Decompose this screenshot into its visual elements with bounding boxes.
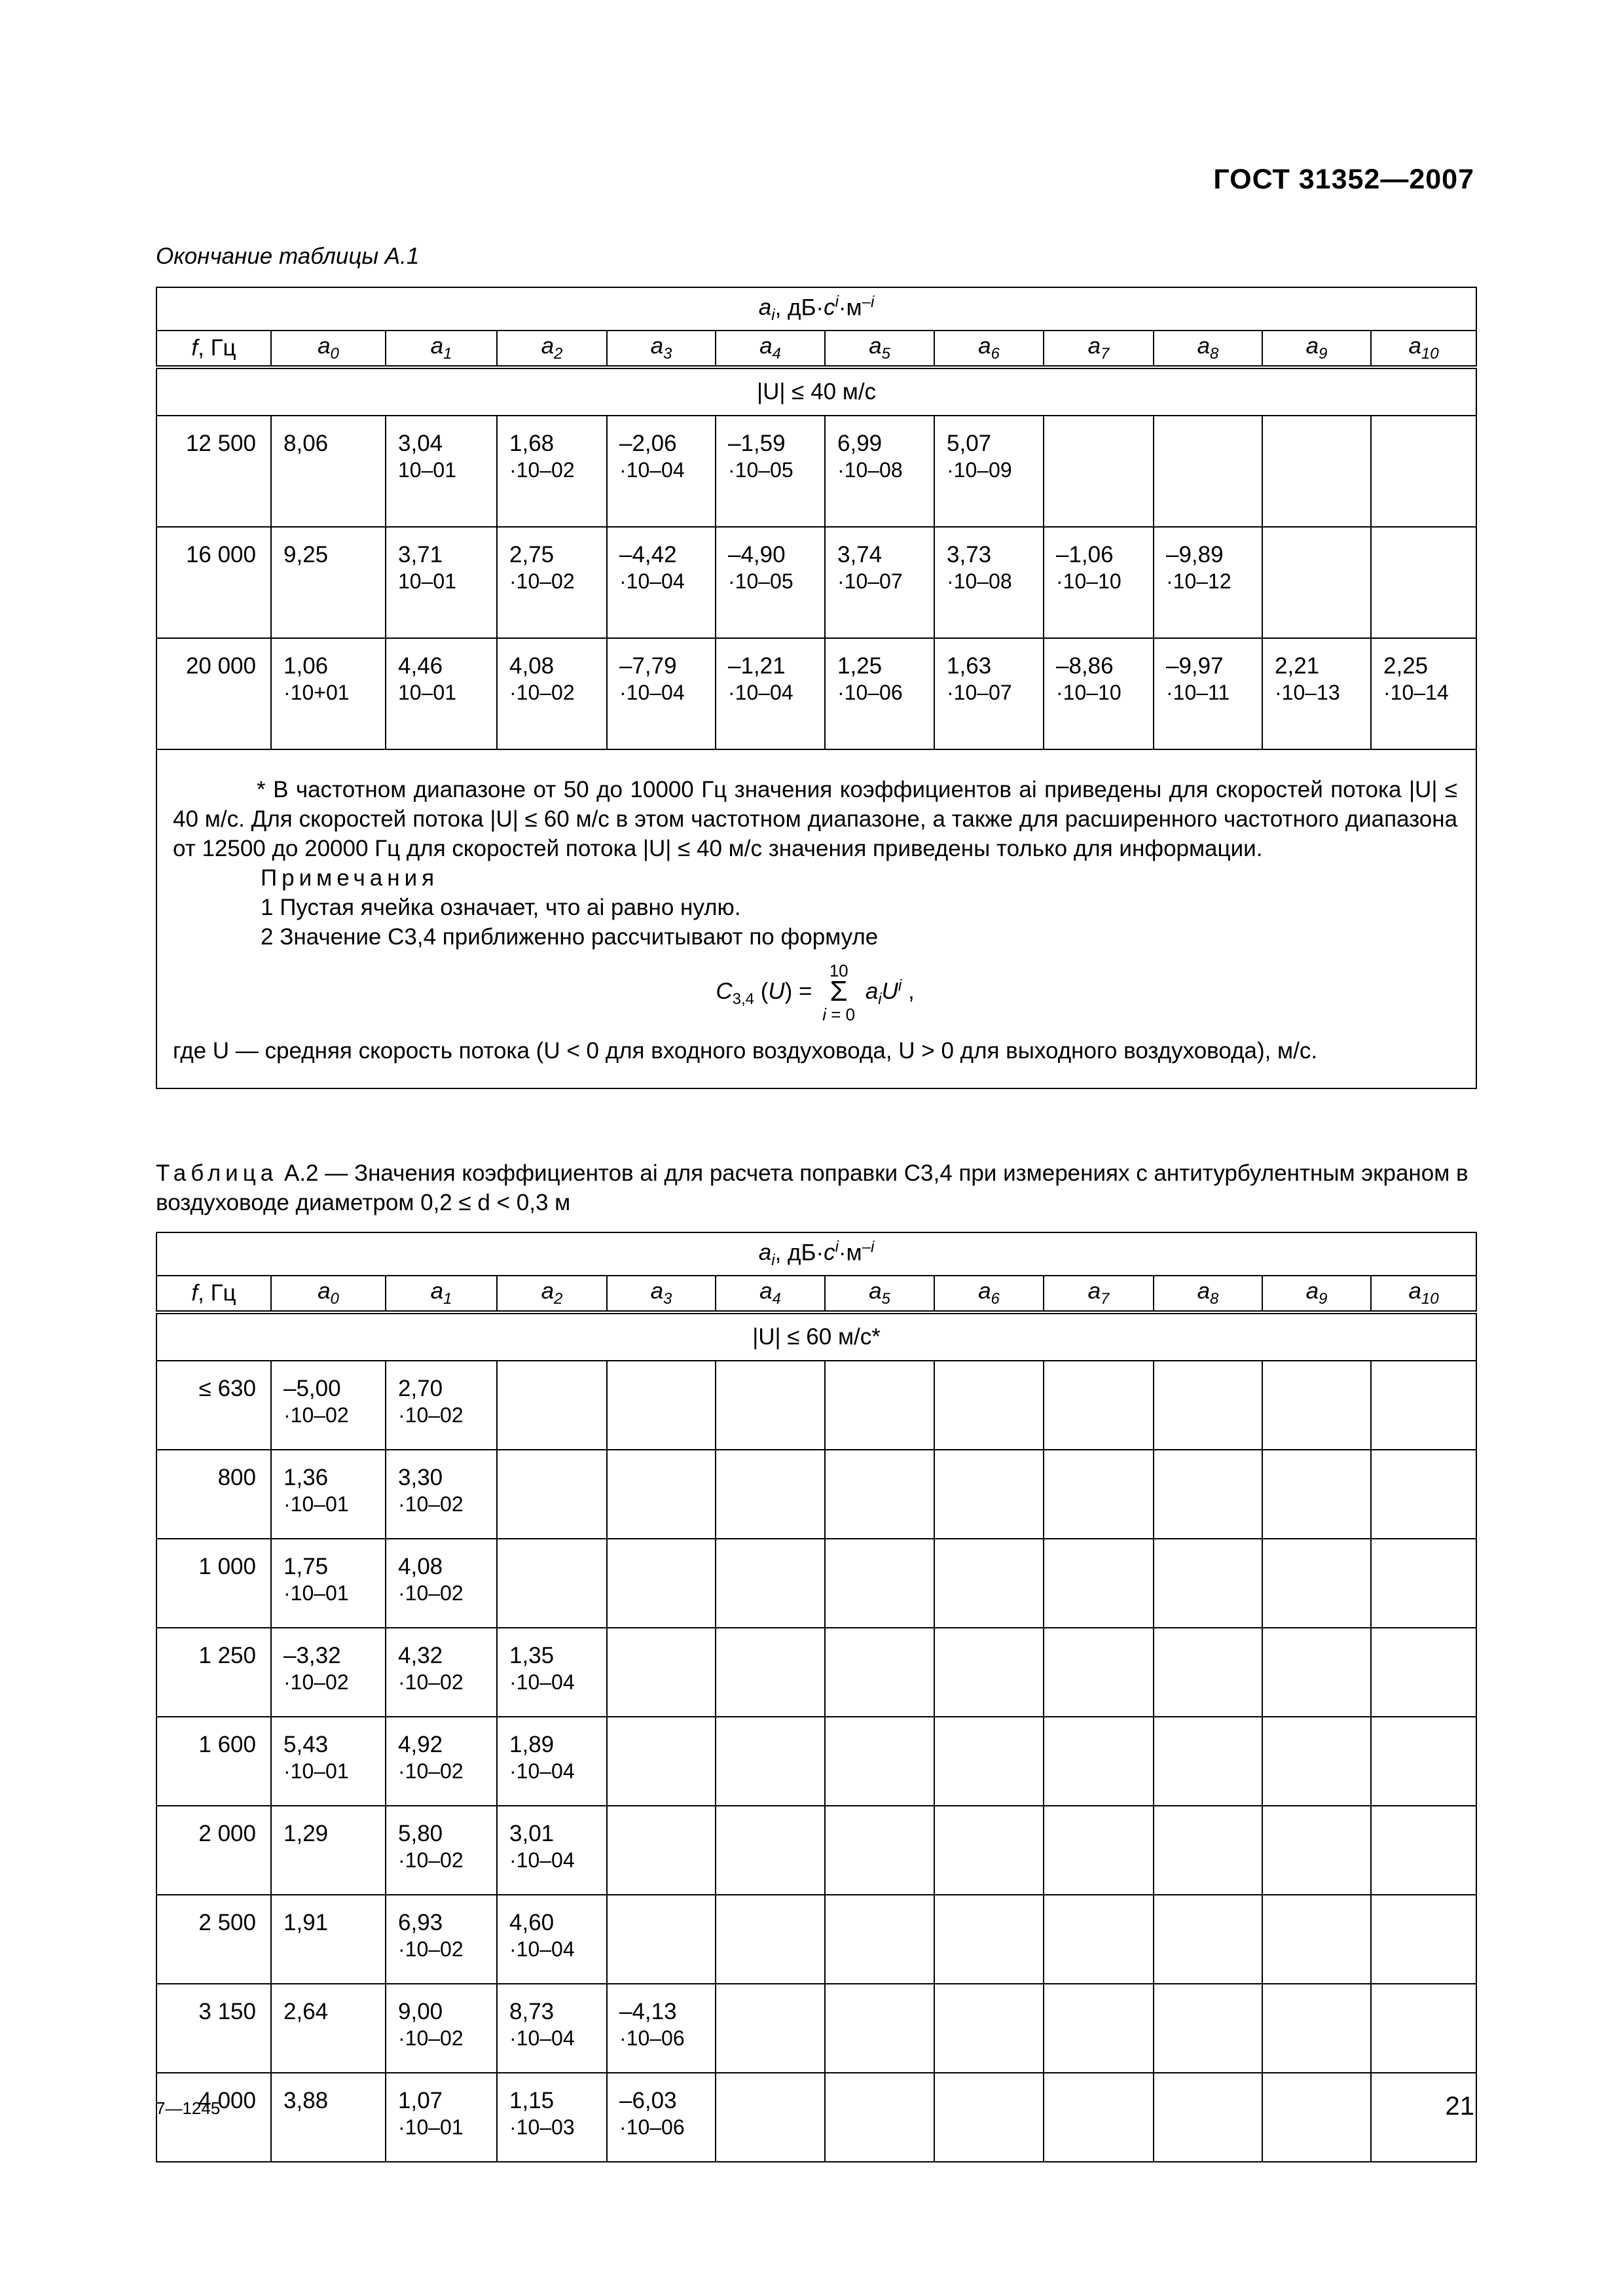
coef-cell	[271, 1450, 386, 1539]
coef-exponent: ·10–01	[398, 2115, 464, 2139]
frequency-cell: 20 000	[156, 638, 271, 749]
table1-notes	[156, 749, 1476, 1088]
coef-cell	[271, 638, 386, 749]
coef-mantissa: 5,07	[947, 431, 992, 456]
coef-mantissa: 1,68	[509, 431, 555, 456]
coef-exponent: ·10–02	[283, 1670, 349, 1694]
coef-mantissa: 6,93	[398, 1910, 443, 1935]
coef-mantissa: 6,99	[837, 431, 883, 456]
coef-cell	[386, 1717, 497, 1806]
coef-cell	[825, 1806, 934, 1895]
coef-exponent: ·10–06	[837, 681, 903, 704]
coef-mantissa: 4,08	[509, 653, 555, 679]
coef-cell	[1154, 416, 1262, 527]
frequency-cell: 16 000	[156, 527, 271, 638]
coef-cell	[271, 1984, 386, 2073]
coef-cell	[1371, 1628, 1476, 1717]
coef-cell	[934, 1806, 1044, 1895]
coef-mantissa: 1,07	[398, 2088, 443, 2113]
coef-cell	[271, 1361, 386, 1450]
coef-exponent: ·10–02	[398, 1492, 464, 1516]
coef-cell	[497, 1450, 607, 1539]
coef-cell	[386, 2073, 497, 2162]
coef-cell	[1371, 527, 1476, 638]
coef-cell	[497, 1717, 607, 1806]
table-row	[156, 1984, 1476, 2073]
notes-title: Примечания	[261, 865, 439, 891]
coef-cell	[497, 416, 607, 527]
coef-exponent: ·10–05	[728, 569, 793, 593]
coef-mantissa: 1,91	[283, 1910, 329, 1935]
coef-cell	[934, 1450, 1044, 1539]
coef-cell	[271, 1717, 386, 1806]
coef-cell	[1154, 1361, 1262, 1450]
coef-mantissa: 1,63	[947, 653, 992, 679]
frequency-cell: 3 150	[156, 1984, 271, 2073]
coef-cell	[716, 1361, 825, 1450]
coef-mantissa: –1,06	[1056, 542, 1114, 567]
coef-mantissa: 4,60	[509, 1910, 555, 1935]
coef-cell	[386, 1806, 497, 1895]
table2-caption-text: А.2 — Значения коэффициентов ai для расчета поправки C3,4 при измерениях с антитурбулентным экраном в воздуховоде диаметром 0,2 ≤ d < 0,3 м	[156, 1160, 1468, 1215]
coef-cell	[934, 1717, 1044, 1806]
coef-cell	[1154, 1895, 1262, 1984]
coef-exponent: ·10–09	[947, 458, 1012, 482]
coef-exponent: ·10–07	[947, 681, 1012, 704]
coef-exponent: 10–01	[398, 458, 456, 482]
coef-exponent: ·10–04	[509, 1670, 575, 1694]
coef-cell	[1371, 1361, 1476, 1450]
coef-cell	[1262, 2073, 1371, 2162]
coef-cell	[716, 1450, 825, 1539]
coef-mantissa: –7,79	[619, 653, 677, 679]
coef-exponent: ·10–01	[283, 1759, 349, 1783]
coef-cell	[1044, 2073, 1154, 2162]
coef-cell	[1262, 1806, 1371, 1895]
note-2: 2 Значение C3,4 приближенно рассчитывают по формуле	[261, 924, 879, 950]
coef-cell	[271, 2073, 386, 2162]
coef-mantissa: 1,36	[283, 1465, 329, 1490]
table-row	[156, 2073, 1476, 2162]
frequency-cell: 4 000	[156, 2073, 271, 2162]
coef-exponent: ·10–04	[619, 569, 685, 593]
coef-mantissa: 8,73	[509, 1999, 555, 2024]
formula: $C_{3,4}$ (U) = 10 Σ i = 0 $a_iU^i$ ,	[716, 961, 915, 1024]
coef-cell	[497, 1806, 607, 1895]
coef-cell	[934, 2073, 1044, 2162]
coef-exponent: ·10–13	[1275, 681, 1340, 704]
coef-exponent: ·10–05	[728, 458, 793, 482]
coef-mantissa: 3,04	[398, 431, 443, 456]
coef-cell	[716, 1984, 825, 2073]
table-a2: $a_i$, $дБ\cdot c^i\cdot м^{-i}$ f, Гц $a_0$ $a_1$ $a_2$ $a_3$ $a_4$ $a_5$ $a_6$ $a_7$ $a_8$ $a_9$ $a_{10}$ |U| ≤ 60 м/с* ≤ 630 –5,00 ·10–02 2,70 ·10–02 800 1,36 ·10–01 3,30 ·10–02 1 000 1,75 ·10–01 4,08 ·10–02 1 250 –3,32 ·10–02 4,32 ·10–02 1,35 ·10–04 1 600 5,43 ·10–01 4,92 ·10–02 1,89 ·10–04 2 000 1,29 5,80 ·10–02 3,01 ·10–04 2 500 1,91 6,93 ·10–02 4,60 ·10–04 3 150 2,64 9,00 ·10–02 8,73 ·10–04 –4,13 ·10–06 4 000 3,88 1,07 ·10–01 1,15 ·10–03 –6,03 ·10–06	[156, 1232, 1477, 2162]
coef-mantissa: –1,59	[728, 431, 786, 456]
coef-cell	[271, 416, 386, 527]
coef-cell	[497, 2073, 607, 2162]
coef-cell	[716, 1895, 825, 1984]
coef-cell	[1154, 1806, 1262, 1895]
coef-cell	[1154, 1450, 1262, 1539]
coef-cell	[1044, 1628, 1154, 1717]
coef-cell	[607, 1895, 716, 1984]
coef-cell	[825, 1717, 934, 1806]
coef-mantissa: –6,03	[619, 2088, 677, 2113]
coef-cell	[934, 527, 1044, 638]
coef-cell	[607, 1450, 716, 1539]
table-a1: $a_i$, $дБ\cdot c^i\cdot м^{-i}$ f, Гц $a_0$ $a_1$ $a_2$ $a_3$ $a_4$ $a_5$ $a_6$ $a_7$ $a_8$ $a_9$ $a_{10}$ |U| ≤ 40 м/с 12 500 8,06 3,04 10–01 1,68 ·10–02 –2,06 ·10–04 –1,59 ·10–05 6,99 ·10–08 5,07 ·10–09 16 000 9,25 3,71 10–01 2,75 ·10–02 –4,42 ·10–04 –4,90 ·10–05 3,74 ·10–07 3,73 ·10–08 –1,06 ·10–10 –9,89 ·10–12 20 000 1,06 ·10+01 4,46 10–01 4,08 ·10–02 –7,79 ·10–04 –1,21 ·10–04 1,25 ·10–06 1,63 ·10–07 –8,86 ·10–10 –9,97 ·10–11 2,21 ·10–13 2,25 ·10–14 * В частотном диапазоне от 50 до 10000 Гц значения коэффициентов ai приведены для скоростей потока |U| ≤ 40 м/с. Для скоростей потока |U| ≤ 60 м/с в этом частотном диапазоне, а также для расширенного частотного диапазона от 12500 до 20000 Гц для скоростей потока |U| ≤ 40 м/с значения приведены только для информации. Примечания 1 Пустая ячейка означает, что ai равно нулю. 2 Значение C3,4 приближенно рассчитывают по формуле $C_{3,4}$ (U) = 10 Σ i = 0 $a_iU^i$ , где U — средняя скорость потока (U < 0 для входного воздуховода, U > 0 для выходного воздуховода), м/с.	[156, 287, 1477, 1089]
coef-cell	[1371, 1895, 1476, 1984]
coef-cell	[825, 1984, 934, 2073]
coef-mantissa: 3,88	[283, 2088, 329, 2113]
table-row	[156, 638, 1476, 749]
table2-caption	[156, 1158, 1476, 1217]
coef-exponent: ·10–04	[509, 1759, 575, 1783]
coef-exponent: ·10–02	[398, 2026, 464, 2050]
coef-mantissa: 3,01	[509, 1821, 555, 1846]
coef-cell	[497, 638, 607, 749]
coef-cell	[1044, 416, 1154, 527]
coef-cell	[607, 638, 716, 749]
coef-exponent: 10–01	[398, 681, 456, 704]
coef-mantissa: 4,92	[398, 1732, 443, 1757]
coef-cell	[1371, 1539, 1476, 1628]
velocity-subheader: |U| ≤ 40 м/с	[156, 367, 1476, 416]
frequency-cell: 12 500	[156, 416, 271, 527]
coef-exponent: ·10–14	[1383, 681, 1449, 704]
coef-cell	[1262, 416, 1371, 527]
coef-cell	[607, 416, 716, 527]
frequency-cell: 1 600	[156, 1717, 271, 1806]
coef-cell	[1262, 1539, 1371, 1628]
coef-mantissa: 3,74	[837, 542, 883, 567]
coef-cell	[607, 1806, 716, 1895]
table-row	[156, 1895, 1476, 1984]
coef-exponent: ·10–08	[947, 569, 1012, 593]
coef-mantissa: 1,06	[283, 653, 329, 679]
coef-exponent: ·10–02	[398, 1670, 464, 1694]
coef-mantissa: –4,13	[619, 1999, 677, 2024]
velocity-subheader: |U| ≤ 60 м/с*	[156, 1312, 1476, 1361]
coef-exponent: ·10–07	[837, 569, 903, 593]
coef-cell	[271, 1806, 386, 1895]
coef-cell	[607, 1717, 716, 1806]
coef-cell	[934, 1539, 1044, 1628]
coef-cell	[271, 1895, 386, 1984]
coef-mantissa: –1,21	[728, 653, 786, 679]
coef-cell	[1154, 2073, 1262, 2162]
coef-mantissa: 2,70	[398, 1376, 443, 1401]
coef-cell	[497, 1361, 607, 1450]
table1-caption: Окончание таблицы А.1	[156, 243, 420, 269]
table-row	[156, 1717, 1476, 1806]
coef-cell	[1044, 1361, 1154, 1450]
coef-mantissa: 1,35	[509, 1643, 555, 1668]
coef-cell	[1154, 1539, 1262, 1628]
coef-mantissa: 9,00	[398, 1999, 443, 2024]
footnote: * В частотном диапазоне от 50 до 10000 Гц значения коэффициентов ai приведены для скоростей потока |U| ≤ 40 м/с. Для скоростей потока |U| ≤ 60 м/с в этом частотном диапазоне, а также для расширенного частотного диапазона от 12500 до 20000 Гц для скоростей потока |U| ≤ 40 м/с значения приведены только для информации.	[173, 777, 1458, 861]
coef-exponent: ·10–02	[398, 1848, 464, 1872]
coef-cell	[934, 638, 1044, 749]
coef-cell	[1262, 1717, 1371, 1806]
coef-mantissa: 1,25	[837, 653, 883, 679]
coef-exponent: ·10+01	[283, 681, 350, 704]
coef-cell	[1044, 638, 1154, 749]
coef-cell	[934, 1628, 1044, 1717]
frequency-cell: 1 000	[156, 1539, 271, 1628]
coef-cell	[825, 1628, 934, 1717]
coef-cell	[497, 1895, 607, 1984]
coef-exponent: ·10–02	[398, 1581, 464, 1605]
unit-header: $a_i$, $дБ\cdot c^i\cdot м^{-i}$	[156, 1232, 1476, 1276]
coef-mantissa: 3,71	[398, 542, 443, 567]
coef-cell	[1044, 1895, 1154, 1984]
coef-mantissa: 2,75	[509, 542, 555, 567]
coef-mantissa: –8,86	[1056, 653, 1114, 679]
coef-cell	[825, 638, 934, 749]
coef-cell	[1262, 1628, 1371, 1717]
coef-exponent: ·10–04	[619, 458, 685, 482]
coef-cell	[934, 1895, 1044, 1984]
table-row	[156, 416, 1476, 527]
coef-exponent: ·10–02	[509, 681, 575, 704]
coef-cell	[825, 1361, 934, 1450]
coef-exponent: ·10–01	[283, 1492, 349, 1516]
coef-cell	[1371, 1984, 1476, 2073]
coef-mantissa: –9,97	[1166, 653, 1224, 679]
table-row	[156, 1361, 1476, 1450]
coef-mantissa: 1,29	[283, 1821, 329, 1846]
coef-cell	[716, 527, 825, 638]
coef-exponent: ·10–04	[728, 681, 793, 704]
table-row	[156, 1539, 1476, 1628]
frequency-cell: 800	[156, 1450, 271, 1539]
print-code: 7—1245	[156, 2098, 221, 2118]
coef-cell	[1262, 1450, 1371, 1539]
coef-cell	[716, 638, 825, 749]
coef-cell	[386, 1628, 497, 1717]
table-row	[156, 1450, 1476, 1539]
coef-cell	[386, 416, 497, 527]
table-row	[156, 1628, 1476, 1717]
coef-cell	[1044, 1450, 1154, 1539]
coef-cell	[271, 1628, 386, 1717]
coef-exponent: ·10–06	[619, 2026, 685, 2050]
coef-cell	[1154, 1984, 1262, 2073]
coef-exponent: ·10–08	[837, 458, 903, 482]
coef-cell	[825, 416, 934, 527]
coef-mantissa: 4,08	[398, 1554, 443, 1579]
table-row	[156, 1806, 1476, 1895]
coef-mantissa: 3,73	[947, 542, 992, 567]
freq-header: f, Гц	[156, 331, 271, 367]
coef-cell	[1044, 1806, 1154, 1895]
frequency-cell: 2 000	[156, 1806, 271, 1895]
coef-cell	[607, 1539, 716, 1628]
coef-mantissa: 1,75	[283, 1554, 329, 1579]
coef-exponent: ·10–02	[283, 1403, 349, 1427]
coef-mantissa: 8,06	[283, 431, 329, 456]
coef-exponent: ·10–10	[1056, 569, 1122, 593]
coef-cell	[934, 1984, 1044, 2073]
coef-cell	[386, 1450, 497, 1539]
coef-cell	[386, 1895, 497, 1984]
coef-cell	[1262, 1984, 1371, 2073]
coef-cell	[1262, 638, 1371, 749]
coef-cell	[716, 1717, 825, 1806]
coef-exponent: ·10–02	[398, 1759, 464, 1783]
note-1: 1 Пустая ячейка означает, что ai равно нулю.	[261, 895, 741, 920]
coef-exponent: ·10–04	[509, 1937, 575, 1961]
coef-cell	[497, 1539, 607, 1628]
sum-symbol: 10 Σ i = 0	[822, 961, 856, 1024]
coef-cell	[497, 527, 607, 638]
coef-cell	[1371, 1806, 1476, 1895]
coef-mantissa: –2,06	[619, 431, 677, 456]
coef-mantissa: 4,32	[398, 1643, 443, 1668]
coef-cell	[1154, 638, 1262, 749]
coef-mantissa: –4,90	[728, 542, 786, 567]
coef-cell	[1044, 527, 1154, 638]
frequency-cell: 2 500	[156, 1895, 271, 1984]
coef-mantissa: –4,42	[619, 542, 677, 567]
coef-cell	[386, 638, 497, 749]
coef-cell	[607, 1361, 716, 1450]
freq-header: f, Гц	[156, 1276, 271, 1312]
coef-cell	[716, 2073, 825, 2162]
coef-exponent: ·10–10	[1056, 681, 1122, 704]
coef-cell	[825, 2073, 934, 2162]
coef-mantissa: –3,32	[283, 1643, 341, 1668]
coef-cell	[716, 1806, 825, 1895]
coef-mantissa: 2,21	[1275, 653, 1320, 679]
coef-cell	[1371, 638, 1476, 749]
coef-mantissa: –5,00	[283, 1376, 341, 1401]
coef-mantissa: 1,89	[509, 1732, 555, 1757]
coef-mantissa: 5,43	[283, 1732, 329, 1757]
coef-exponent: ·10–02	[398, 1937, 464, 1961]
coef-mantissa: 5,80	[398, 1821, 443, 1846]
coef-cell	[386, 1361, 497, 1450]
coef-exponent: ·10–04	[619, 681, 685, 704]
coef-cell	[1262, 527, 1371, 638]
frequency-cell: ≤ 630	[156, 1361, 271, 1450]
coef-cell	[1371, 1717, 1476, 1806]
coef-cell	[386, 1984, 497, 2073]
coef-exponent: ·10–12	[1166, 569, 1231, 593]
coef-cell	[497, 1984, 607, 2073]
coef-exponent: ·10–04	[509, 1848, 575, 1872]
coef-mantissa: 4,46	[398, 653, 443, 679]
coef-exponent: ·10–11	[1166, 681, 1230, 704]
coef-cell	[1262, 1895, 1371, 1984]
coef-exponent: ·10–02	[398, 1403, 464, 1427]
frequency-cell: 1 250	[156, 1628, 271, 1717]
coef-cell	[1044, 1984, 1154, 2073]
coef-mantissa: 1,15	[509, 2088, 555, 2113]
coef-cell	[825, 1539, 934, 1628]
coef-cell	[607, 1628, 716, 1717]
coef-mantissa: –9,89	[1166, 542, 1224, 567]
coef-cell	[825, 1450, 934, 1539]
coef-cell	[1371, 1450, 1476, 1539]
coef-cell	[716, 416, 825, 527]
coef-cell	[1262, 1361, 1371, 1450]
coef-exponent: ·10–02	[509, 569, 575, 593]
coef-exponent: ·10–04	[509, 2026, 575, 2050]
coef-cell	[1371, 416, 1476, 527]
coef-cell	[497, 1628, 607, 1717]
coef-cell	[1154, 1628, 1262, 1717]
coef-cell	[1154, 527, 1262, 638]
note-where: где U — средняя скорость потока (U < 0 для входного воздуховода, U > 0 для выходного воздуховода), м/с.	[173, 1038, 1318, 1064]
unit-header: $a_i$, $дБ\cdot c^i\cdot м^{-i}$	[156, 287, 1476, 331]
coef-cell	[934, 416, 1044, 527]
coef-cell	[386, 1539, 497, 1628]
coef-cell	[716, 1628, 825, 1717]
coef-cell	[1044, 1539, 1154, 1628]
coef-cell	[934, 1361, 1044, 1450]
coef-mantissa: 9,25	[283, 542, 329, 567]
coef-exponent: ·10–02	[509, 458, 575, 482]
coef-cell	[825, 527, 934, 638]
coef-cell	[271, 527, 386, 638]
coef-cell	[607, 2073, 716, 2162]
coef-exponent: ·10–03	[509, 2115, 575, 2139]
coef-exponent: 10–01	[398, 569, 456, 593]
coef-mantissa: 2,64	[283, 1999, 329, 2024]
table2-caption-label: Таблица	[156, 1160, 278, 1186]
coef-cell	[1044, 1717, 1154, 1806]
coef-exponent: ·10–06	[619, 2115, 685, 2139]
coef-cell	[825, 1895, 934, 1984]
coef-cell	[716, 1539, 825, 1628]
coef-mantissa: 3,30	[398, 1465, 443, 1490]
coef-exponent: ·10–01	[283, 1581, 349, 1605]
coef-cell	[386, 527, 497, 638]
coef-cell	[271, 1539, 386, 1628]
table-row	[156, 527, 1476, 638]
coef-mantissa: 2,25	[1383, 653, 1429, 679]
coef-cell	[607, 1984, 716, 2073]
page-number: 21	[1445, 2092, 1474, 2121]
coef-cell	[607, 527, 716, 638]
coef-cell	[1154, 1717, 1262, 1806]
document-id: ГОСТ 31352—2007	[1213, 164, 1474, 195]
